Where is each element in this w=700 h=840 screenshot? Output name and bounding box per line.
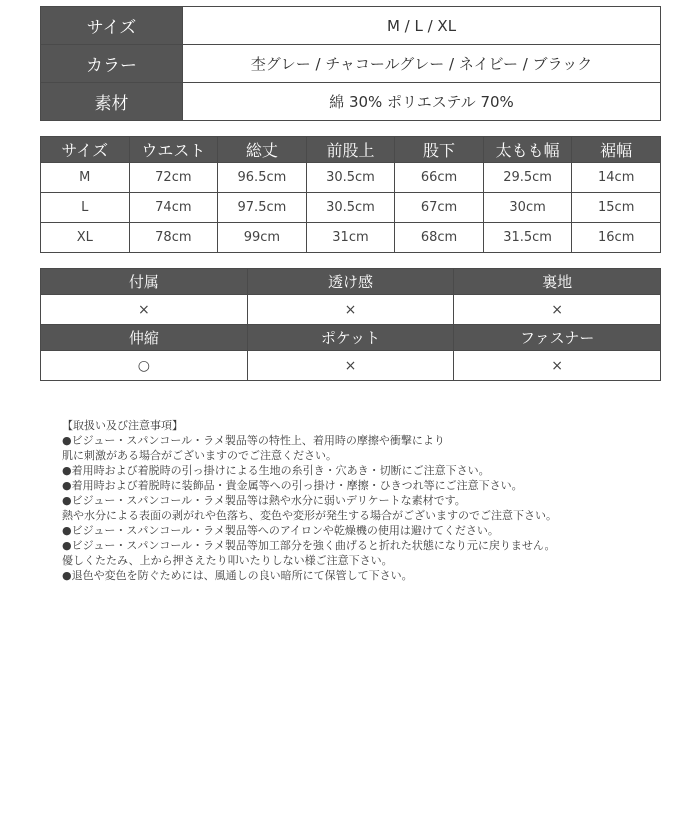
size-cell: 15cm (572, 193, 661, 223)
size-cell: 30.5cm (306, 163, 395, 193)
size-cell: 31cm (306, 223, 395, 253)
size-cell: 16cm (572, 223, 661, 253)
size-table-header-row (41, 137, 661, 163)
size-cell: 99cm (218, 223, 307, 253)
notes-line: ●着用時および着脱時に装飾品・貴金属等への引っ掛け・摩擦・ひきつれ等にご注意下さい。 (62, 479, 523, 492)
size-cell: 68cm (395, 223, 484, 253)
care-notes (62, 418, 662, 583)
spec-row-material (41, 83, 661, 121)
notes-line: ●ビジュー・スパンコール・ラメ製品等は熱や水分に弱いデリケートな素材です。 (62, 494, 466, 507)
size-cell: 78cm (129, 223, 218, 253)
attribute-header: ファスナー (454, 325, 661, 351)
size-col-header: ウエスト (129, 137, 218, 163)
size-cell: 30.5cm (306, 193, 395, 223)
spec-value: 綿 30% ポリエステル 70% (183, 83, 661, 121)
size-cell: 67cm (395, 193, 484, 223)
spec-row-size (41, 7, 661, 45)
notes-line: 優しくたたみ、上から押さえたり叩いたりしない様ご注意下さい。 (62, 554, 393, 567)
notes-line: ●ビジュー・スパンコール・ラメ製品等加工部分を強く曲げると折れた状態になり元に戻りません。 (62, 539, 556, 552)
size-table (40, 136, 661, 253)
spec-value: M / L / XL (183, 7, 661, 45)
attribute-value: × (454, 351, 661, 381)
table-row (41, 223, 661, 253)
attribute-value: × (247, 295, 454, 325)
size-cell: 29.5cm (483, 163, 572, 193)
size-cell: 14cm (572, 163, 661, 193)
attribute-value: × (247, 351, 454, 381)
size-col-header: 総丈 (218, 137, 307, 163)
spec-value: 杢グレー / チャコールグレー / ネイビー / ブラック (183, 45, 661, 83)
spec-label: カラー (41, 45, 183, 83)
notes-line: 肌に刺激がある場合がございますのでご注意ください。 (62, 449, 337, 462)
table-row (41, 193, 661, 223)
size-cell: 74cm (129, 193, 218, 223)
size-cell: XL (41, 223, 130, 253)
size-col-header: サイズ (41, 137, 130, 163)
attribute-value-row (41, 295, 661, 325)
size-cell: 97.5cm (218, 193, 307, 223)
notes-line: ●ビジュー・スパンコール・ラメ製品等の特性上、着用時の摩擦や衝撃により (62, 434, 445, 447)
attribute-value: ○ (41, 351, 248, 381)
attribute-header: 裏地 (454, 269, 661, 295)
size-col-header: 裾幅 (572, 137, 661, 163)
notes-line: ●退色や変色を防ぐためには、風通しの良い暗所にて保管して下さい。 (62, 569, 413, 582)
table-row (41, 163, 661, 193)
attribute-value-row (41, 351, 661, 381)
attribute-header-row (41, 325, 661, 351)
attribute-header: 透け感 (247, 269, 454, 295)
size-cell: 31.5cm (483, 223, 572, 253)
attribute-header: ポケット (247, 325, 454, 351)
size-cell: 66cm (395, 163, 484, 193)
attribute-table (40, 268, 661, 381)
spec-table (40, 6, 661, 121)
size-cell: 30cm (483, 193, 572, 223)
spec-label: 素材 (41, 83, 183, 121)
spec-row-color (41, 45, 661, 83)
size-col-header: 股下 (395, 137, 484, 163)
size-cell: L (41, 193, 130, 223)
size-col-header: 前股上 (306, 137, 395, 163)
attribute-value: × (454, 295, 661, 325)
notes-line: ●ビジュー・スパンコール・ラメ製品等へのアイロンや乾燥機の使用は避けてください。 (62, 524, 499, 537)
attribute-header-row (41, 269, 661, 295)
size-cell: M (41, 163, 130, 193)
size-col-header: 太もも幅 (483, 137, 572, 163)
notes-heading: 【取扱い及び注意事項】 (62, 419, 183, 432)
attribute-header: 伸縮 (41, 325, 248, 351)
notes-line: 熱や水分による表面の剥がれや色落ち、変色や変形が発生する場合がございますのでご注意下さい。 (62, 509, 557, 522)
spec-label: サイズ (41, 7, 183, 45)
notes-line: ●着用時および着脱時の引っ掛けによる生地の糸引き・穴あき・切断にご注意下さい。 (62, 464, 490, 477)
attribute-header: 付属 (41, 269, 248, 295)
size-cell: 96.5cm (218, 163, 307, 193)
size-cell: 72cm (129, 163, 218, 193)
attribute-value: × (41, 295, 248, 325)
